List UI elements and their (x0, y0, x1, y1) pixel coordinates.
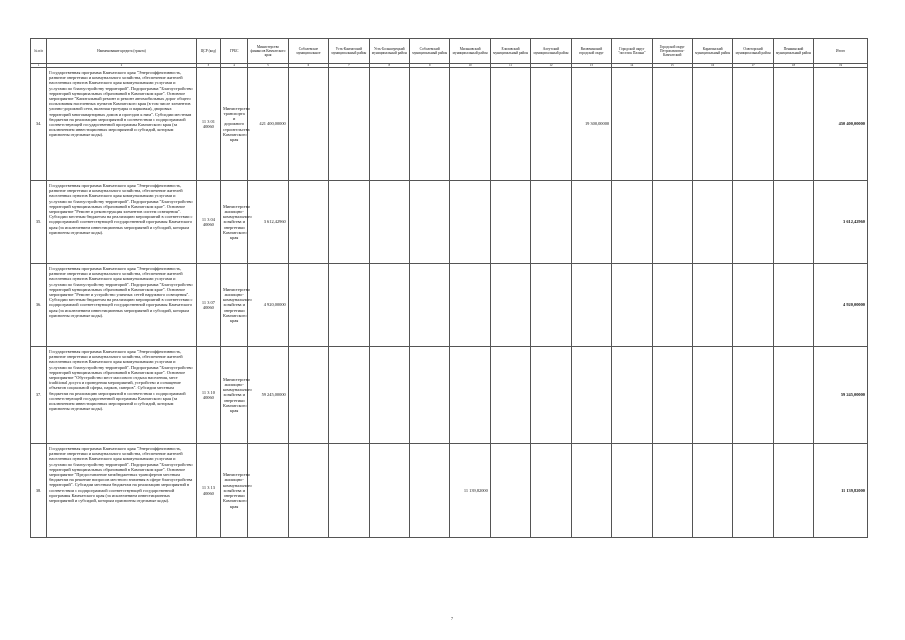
row-amount (369, 444, 409, 538)
table-row (31, 444, 868, 538)
column-number-10: 10 (450, 64, 490, 68)
row-amount (490, 181, 530, 264)
row-amount (652, 444, 692, 538)
column-number-15: 15 (652, 64, 692, 68)
column-number-17: 17 (733, 64, 773, 68)
column-number-12: 12 (531, 64, 571, 68)
row-amount (531, 264, 571, 347)
column-header-13: Вилючинский городской округ (571, 39, 611, 64)
row-description: Государственная программа Камчатского края "Энергоэффективность, развитие энергетики и коммунального хозяйства, обеспечение жителей населенных пунктов Камчатского края коммунальными услугами и услугами по благоустройству территорий". Подпрограмма "Благоустройство территорий муниципальных образований в Камчатском крае". Основное мероприятие "Ремонт и реконструкция элементов систем освещения". Субсидии местным бюджетам на реализацию мероприятий в соответствии с подпрограммой соответствующей государственной программы Камчатского края (за исключением инвестиционных мероприятий и субсидий, которым присвоены отдельные коды). (47, 181, 197, 264)
column-header-18: Пенжинский муниципальный район (773, 39, 813, 64)
row-amount (773, 347, 813, 444)
row-code: 11 3 10 40060 (196, 347, 220, 444)
row-number: 37. (31, 347, 47, 444)
row-amount (571, 264, 611, 347)
row-code: 11 3 07 40060 (196, 264, 220, 347)
row-number: 38. (31, 444, 47, 538)
column-number-14: 14 (612, 64, 652, 68)
row-amount (733, 264, 773, 347)
column-header-10: Мильковский муниципальный район (450, 39, 490, 64)
row-amount (409, 68, 449, 181)
row-amount (692, 181, 732, 264)
row-amount (329, 68, 369, 181)
row-code: 11 3 13 40060 (196, 444, 220, 538)
column-header-17: Олюторский муниципальный район (733, 39, 773, 64)
row-amount (531, 347, 571, 444)
column-header-4: ГРБС (221, 39, 248, 64)
column-header-8: Усть-Большерецкий муниципальный район (369, 39, 409, 64)
row-amount (652, 68, 692, 181)
column-header-6: Соболевское муниципальное (288, 39, 328, 64)
row-amount (773, 444, 813, 538)
row-number: 34. (31, 68, 47, 181)
row-amount (288, 68, 328, 181)
row-amount (571, 181, 611, 264)
row-amount (409, 347, 449, 444)
row-amount (612, 347, 652, 444)
column-number-1: 1 (31, 64, 47, 68)
row-amount (369, 68, 409, 181)
row-amount (490, 347, 530, 444)
column-number-11: 11 (490, 64, 530, 68)
row-amount: 11 139,82000 (450, 444, 490, 538)
row-amount (531, 181, 571, 264)
row-grbs: Министерство жилищно-коммунального хозяйства и энергетики Камчатского края (221, 264, 248, 347)
row-amount: 3 612,42960 (248, 181, 288, 264)
row-description: Государственная программа Камчатского края "Энергоэффективность, развитие энергетики и коммунального хозяйства, обеспечение жителей населенных пунктов Камчатского края коммунальными услугами и услугами по благоустройству территорий". Подпрограмма "Благоустройство территорий муниципальных образований в Камчатском крае". Основное мероприятие "Капитальный ремонт и ремонт автомобильных дорог общего пользования населенных пунктов Камчатского края (в том числе элементов улично-дорожной сети, включая тротуары и парковки), дворовых территорий многоквартирных домов и проездов к ним". Субсидии местным бюджетам на реализацию мероприятий в соответствии с подпрограммой соответствующей государственной программы Камчатского края (за исключением инвестиционных мероприятий и субсидий, которым присвоены отдельные коды). (47, 68, 197, 181)
row-amount (692, 444, 732, 538)
column-header-11: Елизовский муниципальный район (490, 39, 530, 64)
row-amount (612, 181, 652, 264)
row-amount (288, 444, 328, 538)
row-grbs: Министерство жилищно-коммунального хозяйства и энергетики Камчатского края (221, 181, 248, 264)
row-number: 36. (31, 264, 47, 347)
table-row (31, 347, 868, 444)
row-total: 4 920,00000 (814, 264, 868, 347)
column-header-15: Городской округ Петропавловск-Камчатский (652, 39, 692, 64)
row-amount (733, 347, 773, 444)
column-number-13: 13 (571, 64, 611, 68)
row-amount: 19 300,00000 (571, 68, 611, 181)
row-amount (692, 264, 732, 347)
row-amount (329, 444, 369, 538)
row-grbs: Министерство жилищно-коммунального хозяйства и энергетики Камчатского края (221, 444, 248, 538)
column-header-19: Итого (814, 39, 868, 64)
row-total: 450 400,00000 (814, 68, 868, 181)
column-number-6: 6 (288, 64, 328, 68)
column-number-18: 18 (773, 64, 813, 68)
row-amount (652, 264, 692, 347)
column-header-14: Городской округ "поселок Палана" (612, 39, 652, 64)
column-number-19: 19 (814, 64, 868, 68)
row-total: 3 612,42960 (814, 181, 868, 264)
page-number: 7 (451, 616, 453, 621)
row-amount (450, 264, 490, 347)
row-amount (531, 444, 571, 538)
row-description: Государственная программа Камчатского края "Энергоэффективность, развитие энергетики и коммунального хозяйства, обеспечение жителей населенных пунктов Камчатского края коммунальными услугами и услугами по благоустройству территорий". Подпрограмма "Благоустройство территорий муниципальных образований в Камчатском крае". Основное мероприятие "Обустройство мест массового отдыха населения, мест traditional досуга и проведения мероприятий, устройство и оснащение объектов социальной сферы, парков, скверов". Субсидии местным бюджетам на реализацию мероприятий в соответствии с подпрограммой соответствующей государственной программы Камчатского края (за исключением инвестиционных мероприятий и субсидий, которым присвоены отдельные коды). (47, 347, 197, 444)
row-amount (369, 264, 409, 347)
row-amount (733, 444, 773, 538)
row-amount (733, 68, 773, 181)
row-amount (248, 444, 288, 538)
row-amount (652, 181, 692, 264)
column-header-16: Карагинский муниципальный район (692, 39, 732, 64)
table-row (31, 68, 868, 181)
column-number-7: 7 (329, 64, 369, 68)
row-amount (612, 264, 652, 347)
column-header-3: ЦСР (код) (196, 39, 220, 64)
row-amount (773, 264, 813, 347)
column-header-7: Усть-Камчатский муниципальный район (329, 39, 369, 64)
row-amount (450, 68, 490, 181)
row-amount (409, 181, 449, 264)
row-total: 59 245,00000 (814, 347, 868, 444)
row-amount (733, 181, 773, 264)
column-number-8: 8 (369, 64, 409, 68)
column-header-5: Министерство финансов Камчатского края (248, 39, 288, 64)
row-amount (490, 444, 530, 538)
row-number: 35. (31, 181, 47, 264)
row-description: Государственная программа Камчатского края "Энергоэффективность, развитие энергетики и коммунального хозяйства, обеспечение жителей населенных пунктов Камчатского края коммунальными услугами и услугами по благоустройству территорий". Подпрограмма "Благоустройство территорий муниципальных образований в Камчатском крае". Основное мероприятие "Предоставление межбюджетных трансфертов местным бюджетам на решение вопросов местного значения в сфере благоустройства территорий". Субсидии местным бюджетам на реализацию мероприятий в соответствии с подпрограммой соответствующей государственной программы Камчатского края (за исключением инвестиционных мероприятий и субсидий, которым присвоены отдельные коды). (47, 444, 197, 538)
column-number-9: 9 (409, 64, 449, 68)
budget-table (30, 38, 868, 538)
table-row (31, 264, 868, 347)
row-amount (490, 68, 530, 181)
row-amount: 4 920,00000 (248, 264, 288, 347)
row-total: 11 139,82000 (814, 444, 868, 538)
column-number-16: 16 (692, 64, 732, 68)
column-header-9: Соболевский муниципальный район (409, 39, 449, 64)
header-row (31, 39, 868, 64)
row-amount (329, 181, 369, 264)
row-amount (450, 347, 490, 444)
row-description: Государственная программа Камчатского края "Энергоэффективность, развитие энергетики и коммунального хозяйства, обеспечение жителей населенных пунктов Камчатского края коммунальными услугами и услугами по благоустройству территорий". Подпрограмма "Благоустройство территорий муниципальных образований в Камчатском крае". Основное мероприятие "Ремонт и устройство уличных сетей наружного освещения". Субсидии местным бюджетам на реализацию мероприятий в соответствии с подпрограммой соответствующей государственной программы Камчатского края (за исключением инвестиционных мероприятий и субсидий, которым присвоены отдельные коды). (47, 264, 197, 347)
row-amount: 59 245,00000 (248, 347, 288, 444)
row-amount (369, 181, 409, 264)
row-amount (531, 68, 571, 181)
row-grbs: Министерство жилищно-коммунального хозяйства и энергетики Камчатского края (221, 347, 248, 444)
column-number-2: 2 (47, 64, 197, 68)
row-amount (773, 68, 813, 181)
column-header-2: Наименование кредита (гранта) (47, 39, 197, 64)
row-amount (612, 68, 652, 181)
column-number-5: 5 (248, 64, 288, 68)
table-row (31, 181, 868, 264)
row-amount (692, 68, 732, 181)
row-amount (329, 264, 369, 347)
row-amount (329, 347, 369, 444)
row-amount: 421 400,00000 (248, 68, 288, 181)
column-number-4: 4 (221, 64, 248, 68)
column-number-3: 3 (196, 64, 220, 68)
row-amount (571, 444, 611, 538)
row-amount (450, 181, 490, 264)
row-amount (288, 347, 328, 444)
row-amount (409, 264, 449, 347)
row-amount (692, 347, 732, 444)
row-amount (652, 347, 692, 444)
row-amount (571, 347, 611, 444)
row-amount (288, 181, 328, 264)
row-amount (490, 264, 530, 347)
row-grbs: Министерство транспорта и дорожного строительства Камчатского края (221, 68, 248, 181)
row-amount (612, 444, 652, 538)
row-amount (369, 347, 409, 444)
column-header-12: Алеутский муниципальный район (531, 39, 571, 64)
row-code: 11 3 01 40060 (196, 68, 220, 181)
row-amount (409, 444, 449, 538)
row-amount (288, 264, 328, 347)
row-code: 11 3 04 40060 (196, 181, 220, 264)
column-header-1: № п/п (31, 39, 47, 64)
row-amount (773, 181, 813, 264)
